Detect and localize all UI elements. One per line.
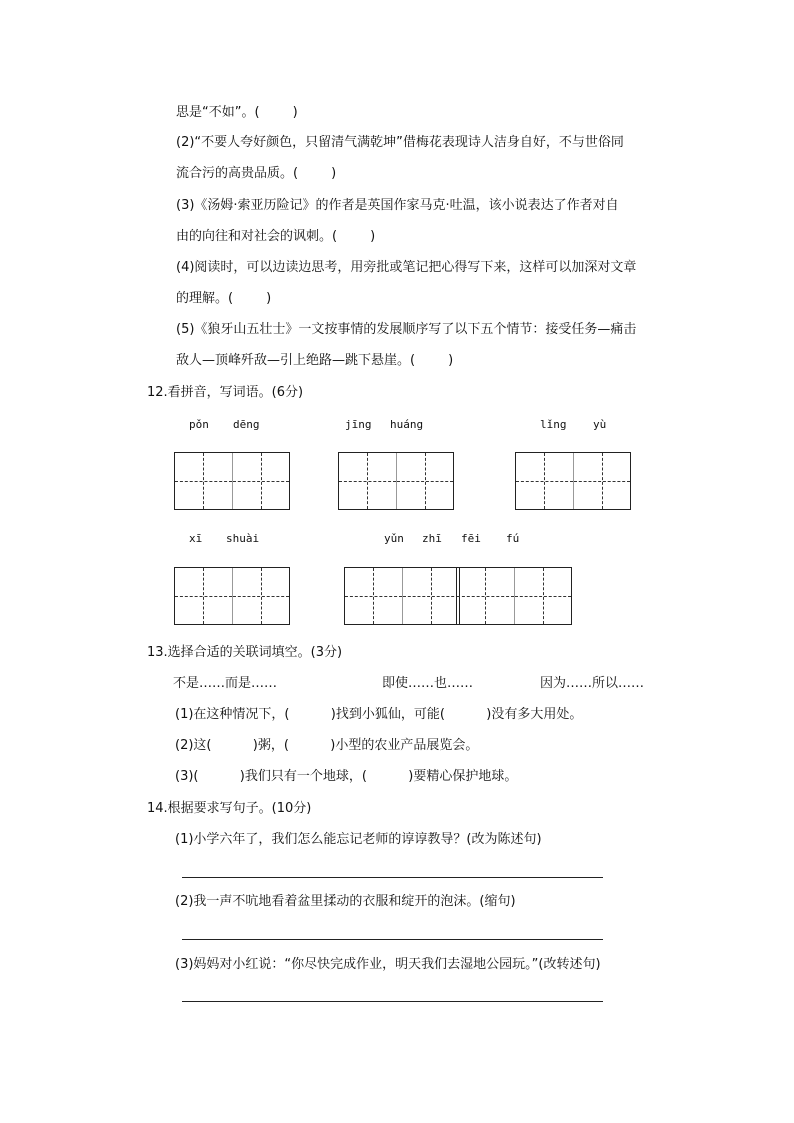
writing-grid[interactable] — [338, 452, 454, 510]
pinyin: yǔn — [384, 532, 404, 545]
writing-grid[interactable] — [174, 567, 290, 625]
pinyin: zhī — [422, 532, 442, 545]
q11-line: 由的向往和对社会的讽刺。( ) — [176, 229, 376, 244]
q11-line: (4)阅读时，可以边读边思考，用旁批或笔记把心得写下来，这样可以加深对文章 — [176, 260, 637, 275]
q13-item: (1)在这种情况下，( )找到小狐仙，可能( )没有多大用处。 — [175, 707, 583, 722]
pinyin: jīng — [345, 418, 372, 431]
pinyin: fēi — [461, 532, 481, 545]
pinyin: fú — [506, 532, 520, 545]
pinyin: shuài — [226, 532, 260, 545]
writing-grid[interactable] — [456, 567, 572, 625]
conjunction-option: 即使……也…… — [382, 676, 474, 691]
q11-line: (5)《狼牙山五壮士》一文按事情的发展顺序写了以下五个情节：接受任务—痛击 — [176, 322, 637, 337]
writing-grid[interactable] — [515, 452, 631, 510]
writing-grid[interactable] — [344, 567, 460, 625]
q11-line: 思是“不如”。( ) — [176, 105, 298, 120]
q14-item: (3)妈妈对小红说：“你尽快完成作业，明天我们去湿地公园玩。”(改转述句) — [175, 957, 601, 972]
q11-line: 敌人—顶峰歼敌—引上绝路—跳下悬崖。( ) — [176, 353, 454, 368]
pinyin: huáng — [390, 418, 424, 431]
conjunction-option: 不是……而是…… — [173, 676, 278, 691]
q13-item: (3)( )我们只有一个地球，( )要精心保护地球。 — [175, 769, 518, 784]
pinyin: pǒn — [189, 418, 209, 431]
writing-grid[interactable] — [174, 452, 290, 510]
conjunction-option: 因为……所以…… — [540, 676, 645, 691]
pinyin: xī — [189, 532, 203, 545]
q11-line: (2)“不要人夸好颜色，只留清气满乾坤”借梅花表现诗人洁身自好，不与世俗同 — [176, 135, 624, 150]
q13-item: (2)这( )粥，( )小型的农业产品展览会。 — [175, 738, 479, 753]
q14-item: (1)小学六年了，我们怎么能忘记老师的谆谆教导？(改为陈述句) — [175, 832, 542, 847]
pinyin: lǐng — [540, 418, 567, 431]
pinyin: dēng — [233, 418, 260, 431]
q11-line: (3)《汤姆·索亚历险记》的作者是英国作家马克·吐温，该小说表达了作者对自 — [176, 198, 619, 213]
answer-line[interactable] — [182, 877, 603, 878]
q13-title: 13.选择合适的关联词填空。(3分) — [147, 645, 343, 660]
pinyin: yù — [593, 418, 607, 431]
q12-title: 12.看拼音，写词语。(6分) — [147, 385, 304, 400]
q14-item: (2)我一声不吭地看着盆里揉动的衣服和绽开的泡沫。(缩句) — [175, 894, 516, 909]
answer-line[interactable] — [182, 939, 603, 940]
q14-title: 14.根据要求写句子。(10分) — [147, 801, 312, 816]
q11-line: 流合污的高贵品质。( ) — [176, 166, 337, 181]
answer-line[interactable] — [182, 1001, 603, 1002]
q11-line: 的理解。( ) — [176, 291, 272, 306]
